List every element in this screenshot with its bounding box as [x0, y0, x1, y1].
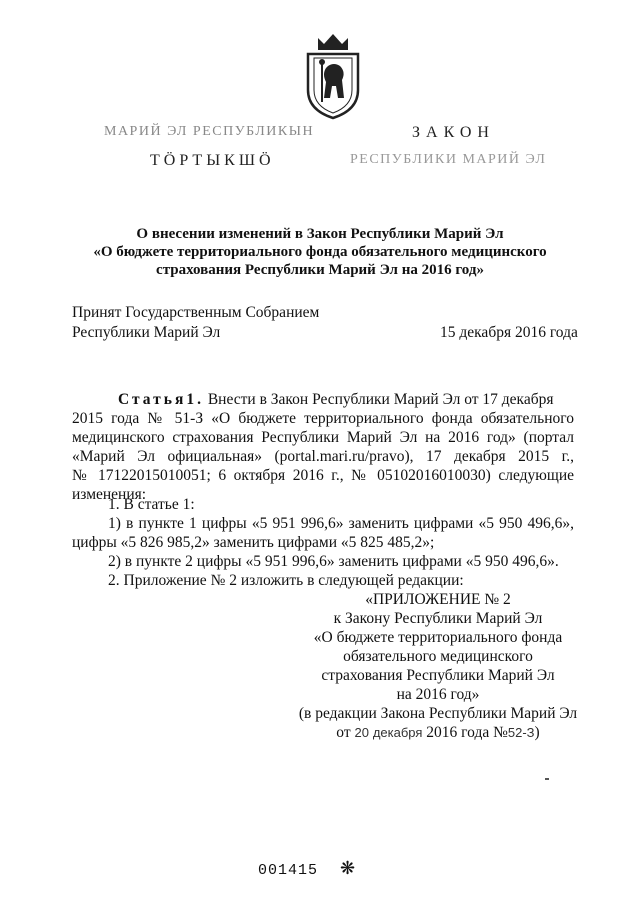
- header-left-line2: ТӦРТЫКШӦ: [150, 152, 275, 169]
- article-line9: цифры «5 826 985,2» заменить цифрами «5 825 485,2»;: [72, 534, 435, 551]
- adopted-line1: Принят Государственным Собранием: [72, 304, 320, 321]
- appendix-line2: к Закону Республики Марий Эл: [333, 610, 543, 627]
- article-line8: 1) в пункте 1 цифры «5 951 996,6» заменить цифрами «5 950 496,6»,: [108, 515, 574, 532]
- appendix-line6: на 2016 год»: [396, 686, 480, 703]
- appendix-line3: «О бюджете территориального фонда: [313, 629, 563, 646]
- serial-number: 001415: [258, 862, 319, 879]
- coat-of-arms-emblem: [300, 28, 366, 120]
- appendix-day: 20: [354, 725, 369, 740]
- law-title-line2: «О бюджете территориального фонда обязательного медицинского: [93, 244, 547, 260]
- appendix-line1: «ПРИЛОЖЕНИЕ № 2: [365, 591, 511, 608]
- article-line10: 2) в пункте 2 цифры «5 951 996,6» заменить цифрами «5 950 496,6».: [108, 553, 559, 570]
- header-left-line1: МАРИЙ ЭЛ РЕСПУБЛИКЫН: [104, 124, 315, 139]
- article-line7: 1. В статье 1:: [108, 496, 195, 513]
- appendix-year: 2016 года №: [426, 724, 508, 741]
- appendix-line5: страхования Республики Марий Эл: [321, 667, 555, 684]
- law-title-line1: О внесении изменений в Закон Республики Марий Эл: [136, 226, 504, 242]
- scan-speck: [545, 778, 549, 780]
- adopted-date: 15 декабря 2016 года: [440, 324, 578, 341]
- appendix-line4: обязательного медицинского: [343, 648, 533, 665]
- article-label: Статья1.: [118, 391, 204, 408]
- article-line5: № 17122015010051; 6 октября 2016 г., № 05102016010030) следующие: [72, 467, 574, 484]
- article-line6: изменения:: [72, 486, 147, 503]
- article-line4: «Марий Эл официальная» (portal.mari.ru/pravo), 17 декабря 2015 г.,: [72, 448, 574, 465]
- article-line11: 2. Приложение № 2 изложить в следующей редакции:: [108, 572, 464, 589]
- appendix-number: 52-З: [507, 725, 535, 740]
- article-line1-rest: Внести в Закон Республики Марий Эл от 17 декабря: [207, 391, 554, 408]
- article-line2: 2015 года № 51-З «О бюджете территориального фонда обязательного: [72, 410, 574, 427]
- law-title-line3: страхования Республики Марий Эл на 2016 год»: [156, 262, 484, 278]
- appendix-close: ): [534, 724, 540, 741]
- article-first-line: [118, 391, 554, 409]
- article-line3: медицинского страхования Республики Марий Эл на 2016 год» (портал: [72, 429, 574, 446]
- star-mark: ❋: [340, 858, 356, 878]
- appendix-month: декабря: [372, 725, 423, 740]
- appendix-from: от: [336, 724, 351, 741]
- header-right-line2: РЕСПУБЛИКИ МАРИЙ ЭЛ: [350, 152, 547, 167]
- header-right-line1: ЗАКОН: [412, 124, 495, 141]
- appendix-line7: (в редакции Закона Республики Марий Эл: [298, 705, 578, 722]
- appendix-line8: [288, 724, 588, 742]
- adopted-line2: Республики Марий Эл: [72, 324, 221, 341]
